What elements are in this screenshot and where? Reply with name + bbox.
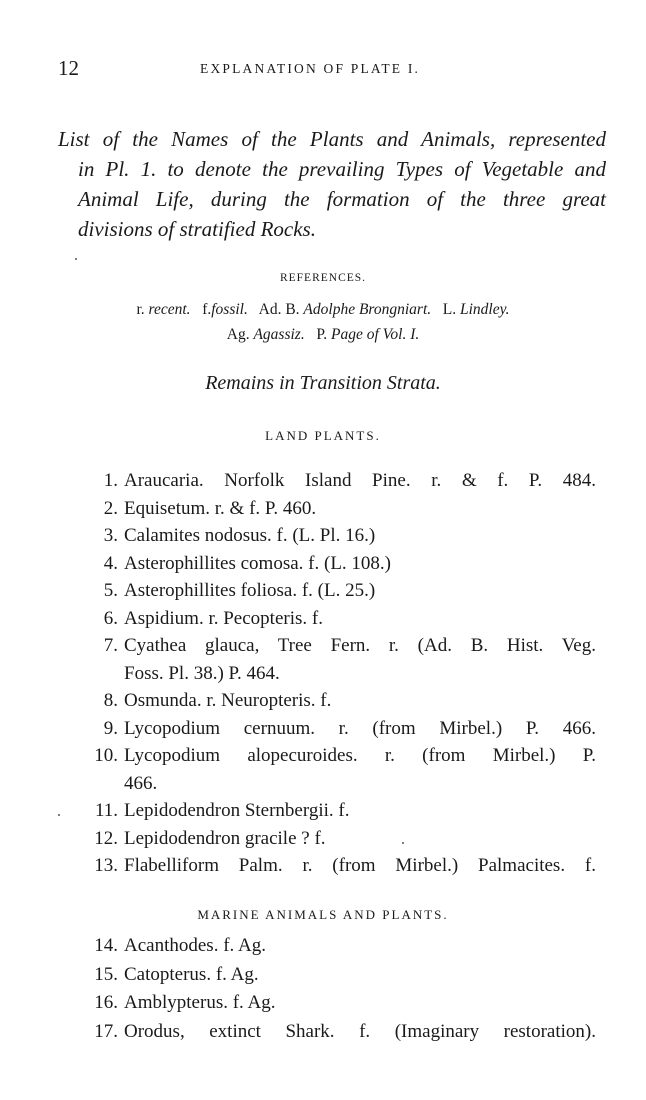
ref-abbrev: P.	[316, 326, 328, 343]
running-head: EXPLANATION OF PLATE I.	[200, 61, 421, 76]
item-number: 2.	[103, 497, 118, 519]
item-text: Lepidodendron Sternbergii. f.	[124, 800, 350, 821]
ref-abbrev: r.	[136, 301, 145, 318]
item-number: 15.	[94, 963, 118, 985]
item-text: Lepidodendron gracile ? f.	[124, 827, 326, 849]
marine-list	[80, 932, 596, 1046]
item-number: 7.	[103, 635, 118, 656]
item-number: 12.	[94, 827, 118, 849]
list-item	[80, 577, 596, 605]
item-number: 14.	[94, 935, 118, 956]
print-speck	[402, 842, 404, 844]
marine-heading: MARINE ANIMALS AND PLANTS.	[197, 907, 449, 922]
list-item	[80, 632, 596, 660]
item-text: Asterophillites comosa. f. (L. 108.)	[124, 552, 392, 574]
item-text: Orodus, extinct Shark. f. (Imaginary restoration).	[124, 1020, 596, 1042]
list-item	[80, 550, 596, 578]
references-line-1	[0, 297, 646, 322]
land-plants-list	[80, 467, 596, 880]
item-text-continuation: 466.	[124, 772, 158, 794]
item-number: 10.	[94, 745, 118, 766]
item-text: Lycopodium alopecuroides. r. (from Mirbel.) P.	[124, 745, 596, 766]
list-item	[80, 495, 596, 523]
item-number: 8.	[103, 690, 118, 711]
item-text: Catopterus. f. Ag.	[124, 963, 259, 985]
item-text: Equisetum. r. & f. P. 460.	[124, 497, 317, 519]
ref-meaning: Page of	[330, 326, 379, 343]
ref-abbrev: f.	[202, 301, 212, 318]
item-number: 1.	[103, 470, 118, 491]
list-item	[80, 605, 596, 633]
section-title: Remains in Transition Strata.	[205, 372, 441, 394]
item-text: Aspidium. r. Pecopteris. f.	[124, 607, 323, 629]
item-number: 9.	[103, 717, 118, 739]
intro-line: divisions of stratified Rocks.	[78, 217, 316, 241]
list-item	[80, 797, 596, 825]
ref-meaning: Vol. I.	[382, 326, 420, 343]
item-number: 6.	[103, 607, 118, 629]
item-text: Flabelliform Palm. r. (from Mirbel.) Palmacites. f.	[124, 855, 596, 876]
ref-meaning: Agassiz.	[253, 326, 305, 343]
list-item	[80, 932, 596, 961]
list-item	[80, 852, 596, 880]
item-number: 17.	[94, 1020, 118, 1042]
ref-meaning: fossil.	[211, 301, 248, 318]
references-heading: REFERENCES.	[279, 272, 367, 284]
item-text: Araucaria. Norfolk Island Pine. r. & f. P. 484.	[124, 470, 596, 491]
list-item-continuation	[80, 770, 596, 798]
page-number: 12	[58, 56, 79, 80]
item-text: Amblypterus. f. Ag.	[124, 992, 276, 1013]
item-number: 11.	[94, 800, 118, 821]
list-item	[80, 467, 596, 495]
intro-line: Animal Life, during the formation of the three great	[78, 187, 606, 211]
references-block	[0, 297, 646, 347]
intro-line: in Pl. 1. to denote the prevailing Types of Vegetable and	[78, 157, 606, 181]
intro-line: List of the Names of the Plants and Animals, represented	[58, 127, 606, 151]
references-line-2	[0, 322, 646, 347]
item-text-continuation: Foss. Pl. 38.) P. 464.	[124, 662, 280, 684]
list-item	[80, 825, 596, 853]
ref-meaning: Lindley.	[460, 301, 510, 318]
ref-abbrev: Ad. B.	[258, 301, 300, 318]
ref-meaning: recent.	[148, 301, 191, 318]
list-item	[80, 687, 596, 715]
item-text: Acanthodes. f. Ag.	[124, 935, 266, 956]
item-number: 13.	[94, 855, 118, 876]
list-item	[80, 989, 596, 1018]
list-item	[80, 715, 596, 743]
ref-abbrev: L.	[442, 301, 457, 318]
item-text: Lycopodium cernuum. r. (from Mirbel.) P. 466.	[124, 717, 596, 739]
land-plants-heading: LAND PLANTS.	[265, 428, 381, 443]
intro-paragraph	[58, 124, 606, 244]
print-speck	[58, 814, 60, 816]
list-item	[80, 961, 596, 990]
item-text: Osmunda. r. Neuropteris. f.	[124, 690, 332, 711]
item-text: Calamites nodosus. f. (L. Pl. 16.)	[124, 525, 376, 546]
item-number: 4.	[103, 552, 118, 574]
item-text: Asterophillites foliosa. f. (L. 25.)	[124, 580, 376, 601]
item-number: 5.	[103, 580, 118, 601]
print-speck	[75, 258, 77, 260]
ref-abbrev: Ag.	[226, 326, 250, 343]
list-item-continuation	[80, 660, 596, 688]
list-item	[80, 1018, 596, 1047]
item-number: 16.	[94, 992, 118, 1013]
list-item	[80, 522, 596, 550]
item-text: Cyathea glauca, Tree Fern. r. (Ad. B. Hist. Veg.	[124, 635, 596, 656]
ref-meaning: Adolphe Brongniart.	[303, 301, 432, 318]
list-item	[80, 742, 596, 770]
item-number: 3.	[103, 525, 118, 546]
